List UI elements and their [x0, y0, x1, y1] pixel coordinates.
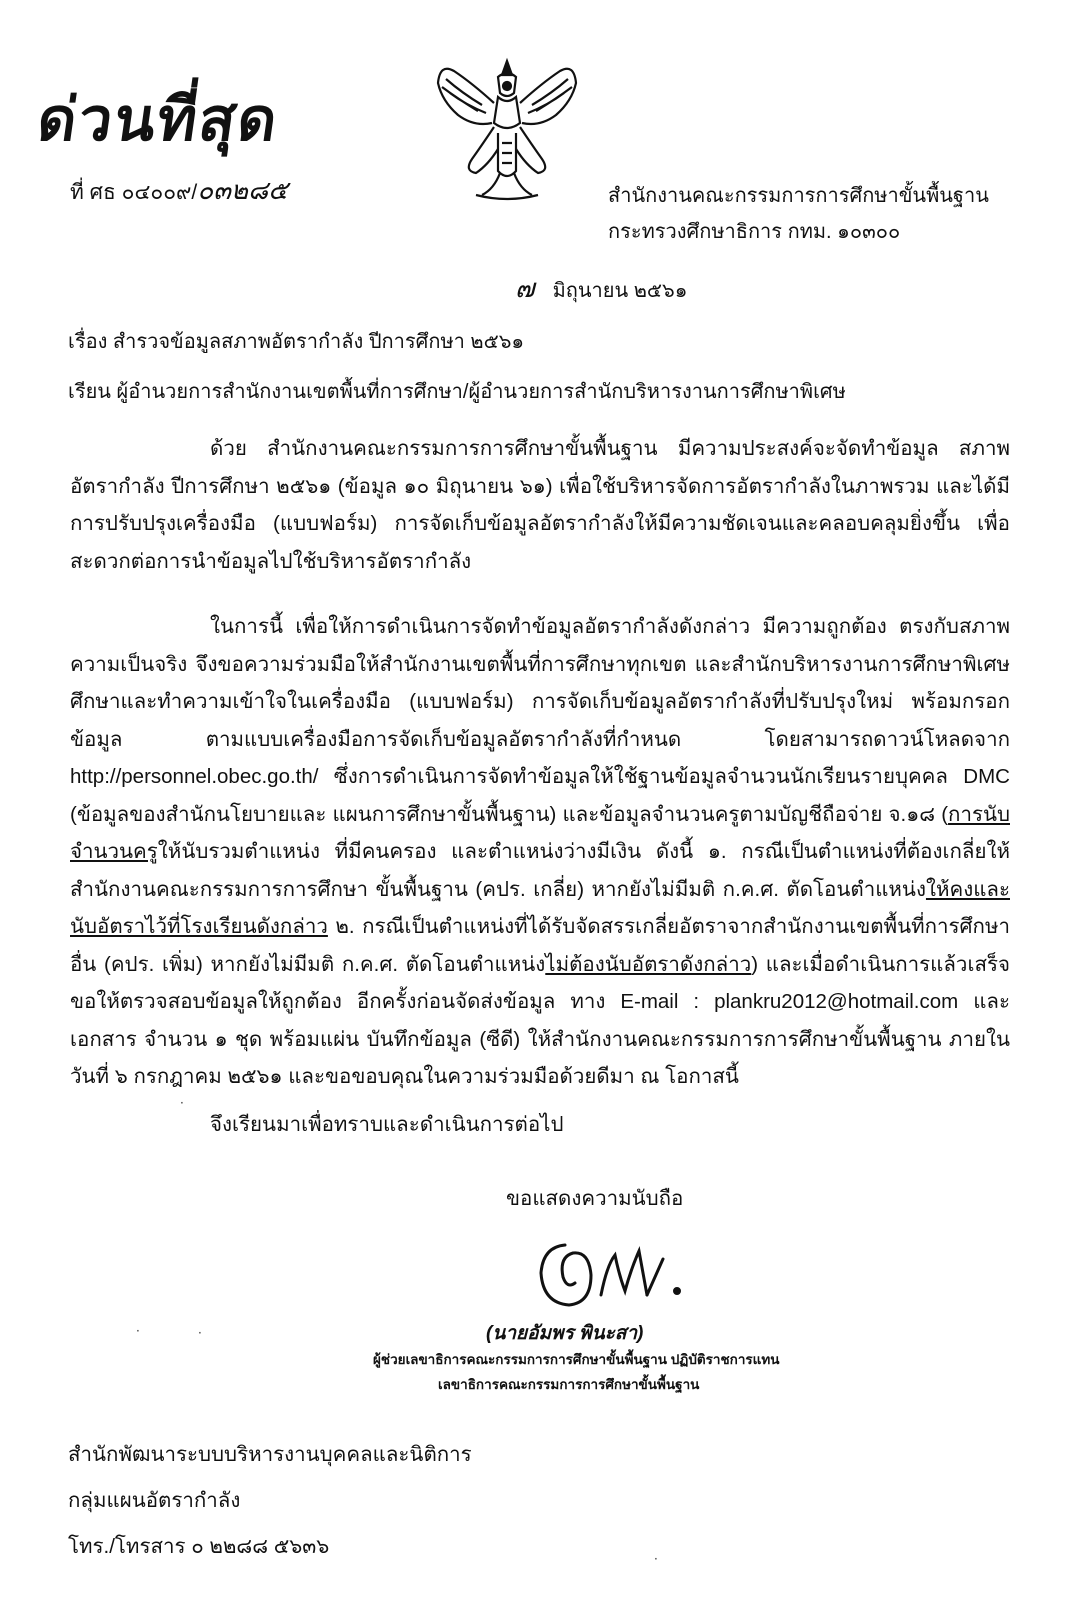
footer-phone: โทร./โทรสาร ๐ ๒๒๘๘ ๕๖๓๖	[68, 1535, 330, 1558]
handwritten-signature	[535, 1225, 695, 1315]
subject-line: เรื่อง สำรวจข้อมูลสภาพอัตรากำลัง ปีการศึกษา ๒๕๖๑	[68, 331, 525, 353]
signer-name: (นายอัมพร พินะสา)	[486, 1323, 644, 1344]
body-paragraph-2-text-a: ในการนี้ เพื่อให้การดำเนินการจัดทำข้อมูลอัตรากำลังดังกล่าว มีความถูกต้อง ตรงกับสภาพ ความเป็นจริง จึงขอความร่วมมือให้สำนักงานเขตพื้นที่การศึกษาทุกเขต และสำนักบริหารงานการศึกษาพิเศษ ศึกษาและทำความเข้าใจในเครื่องมือ (แบบฟอร์ม) การจัดเก็บข้อมูลอัตรากำลังที่ปรับปรุงใหม่ พร้อมกรอกข้อมูล ตามแบบเครื่องมือการจัดเก็บข้อมูลอัตรากำลังที่กำหนด โดยสามารถดาวน์โหลดจาก http://personnel.obec.go.th/ ซึ่งการดำเนินการจัดทำข้อมูลให้ใช้ฐานข้อมูลจำนวนนักเรียนรายบุคคล DMC (ข้อมูลของสำนักนโยบายและ แผนการศึกษาขั้นพื้นฐาน) และข้อมูลจำนวนครูตามบัญชีถือจ่าย จ.๑๘ (	[70, 615, 1010, 826]
urgency-stamp: ด่วนที่สุด	[33, 85, 284, 155]
document-number-prefix: ที่ ศธ ๐๔๐๐๙/	[70, 181, 198, 204]
scan-speck: ·	[180, 1096, 184, 1110]
underlined-teacher-count: การนับจำนวนครู	[70, 802, 1010, 863]
body-paragraph-2-text-d: ) และเมื่อดำเนินการแล้วเสร็จ ขอให้ตรวจสอบข้อมูลให้ถูกต้อง อีกครั้งก่อนจัดส่งข้อมูล ทาง E-mail : plankru2012@hotmail.com และเอกสาร จำนวน ๑ ชุด พร้อมแผ่น บันทึกข้อมูล (ซีดี) ให้สำนักงานคณะกรรมการการศึกษาขั้นพื้นฐาน ภายในวันที่ ๖ กรกฎาคม ๒๕๖๑ และขอขอบคุณในความร่วมมือด้วยดีมา ณ โอกาสนี้	[70, 952, 1010, 1088]
body-paragraph-2	[70, 608, 1010, 1096]
body-paragraph-2-text-b: ให้นับรวมตำแหน่ง ที่มีคนครอง และตำแหน่งว่างมีเงิน ดังนี้ ๑. กรณีเป็นตำแหน่งที่ต้องเกลี่ยให้สำนักงานคณะกรรมการการศึกษา ขั้นพื้นฐาน (คปร. เกลี่ย) หากยังไม่มีมติ ก.ค.ศ. ตัดโอนตำแหน่ง	[70, 840, 1010, 901]
scan-speck: ·	[198, 1326, 202, 1340]
body-paragraph-2-text-c: ๒. กรณีเป็นตำแหน่งที่ได้รับจัดสรรเกลี่ยอัตราจากสำนักงานเขตพื้นที่การศึกษาอื่น (คปร. เพิ่ม) หากยังไม่มีมติ ก.ค.ศ. ตัดโอนตำแหน่ง	[70, 915, 1010, 976]
date-month-year: มิถุนายน ๒๕๖๑	[552, 280, 688, 302]
closing-line: จึงเรียนมาเพื่อทราบและดำเนินการต่อไป	[210, 1113, 564, 1136]
footer-group: กลุ่มแผนอัตรากำลัง	[68, 1489, 241, 1512]
scan-speck: ·	[136, 1324, 140, 1338]
signer-title-2: เลขาธิการคณะกรรมการการศึกษาขั้นพื้นฐาน	[438, 1377, 700, 1392]
sender-org-location: กระทรวงศึกษาธิการ กทม. ๑๐๓๐๐	[608, 221, 901, 243]
body-paragraph-1	[70, 430, 1010, 580]
letter-date	[515, 268, 687, 309]
document-number	[70, 170, 288, 211]
signer-title-1: ผู้ช่วยเลขาธิการคณะกรรมการการศึกษาขั้นพื้นฐาน ปฏิบัติราชการแทน	[373, 1352, 780, 1367]
sender-address	[608, 178, 989, 250]
document-number-handwritten: ๐๓๒๘๕	[197, 176, 288, 206]
footer-office: สำนักพัฒนาระบบบริหารงานบุคคลและนิติการ	[68, 1443, 472, 1466]
footer-contact	[68, 1432, 472, 1570]
scan-speck: ·	[654, 1552, 658, 1566]
body-paragraph-1-text: ด้วย สำนักงานคณะกรรมการการศึกษาขั้นพื้นฐาน มีความประสงค์จะจัดทำข้อมูล สภาพอัตรากำลัง ปีการศึกษา ๒๕๖๑ (ข้อมูล ๑๐ มิถุนายน ๖๑) เพื่อใช้บริหารจัดการอัตรากำลังในภาพรวม และได้มีการปรับปรุงเครื่องมือ (แบบฟอร์ม) การจัดเก็บข้อมูลอัตรากำลังให้มีความชัดเจนและคลอบคลุมยิ่งขึ้น เพื่อสะดวกต่อการนำข้อมูลไปใช้บริหารอัตรากำลัง	[70, 437, 1010, 573]
underlined-keep-rate: ให้คงและนับอัตราไว้ที่โรงเรียนดังกล่าว	[70, 877, 1010, 938]
recipient-line: เรียน ผู้อำนวยการสำนักงานเขตพื้นที่การศึกษา/ผู้อำนวยการสำนักบริหารงานการศึกษาพิเศษ	[68, 381, 846, 403]
underlined-no-count: ไม่ต้องนับอัตราดังกล่าว	[545, 952, 752, 976]
sender-org-name: สำนักงานคณะกรรมการการศึกษาขั้นพื้นฐาน	[608, 185, 989, 207]
regards-line: ขอแสดงความนับถือ	[506, 1187, 684, 1210]
garuda-emblem-icon	[432, 53, 582, 205]
date-day-handwritten: ๗	[515, 274, 535, 304]
